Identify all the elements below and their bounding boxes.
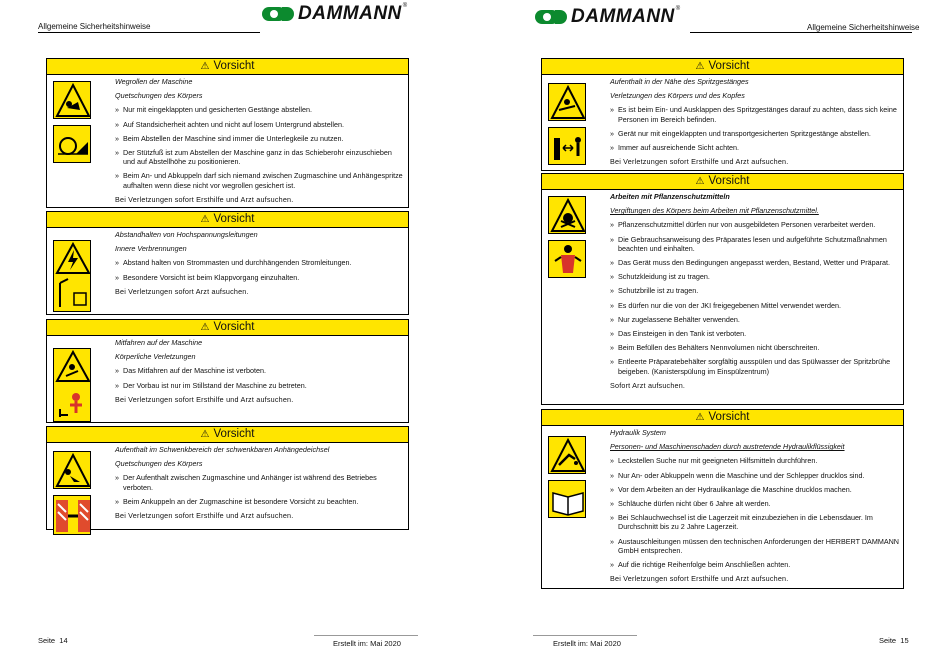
bullet-item: » Der Stützfuß ist zum Abstellen der Maschine ganz in das Schieberohr einzuschieben und auf Abstellhöhe zu positionieren. bbox=[115, 148, 404, 166]
bullet-item: » Bei Schlauchwechsel ist die Lagerzeit mit einzubeziehen in die Lebensdauer. Im Durchschnitt bis zu 2 Jahre Lagerzeit. bbox=[610, 513, 899, 531]
box-footer: Bei Verletzungen sofort Ersthilfe und Arzt aufsuchen. bbox=[115, 511, 294, 521]
fluid-injection-icon bbox=[548, 436, 586, 474]
toxic-hazard-icon bbox=[548, 196, 586, 234]
crush-hazard-icon bbox=[53, 81, 91, 119]
read-manual-icon bbox=[548, 480, 586, 518]
box-subtitle: Körperliche Verletzungen bbox=[115, 352, 196, 362]
wheel-chock-icon bbox=[53, 125, 91, 163]
box-subtitle: Verletzungen des Körpers und des Kopfes bbox=[610, 91, 745, 101]
caution-box-rolling bbox=[46, 58, 409, 208]
bullet-item: » Es dürfen nur die von der JKI freigegebenen Mittel verwendet werden. bbox=[610, 301, 899, 310]
footer-rule bbox=[533, 635, 637, 636]
footer-rule bbox=[314, 635, 418, 636]
caution-header: ⚠ Vorsicht bbox=[47, 59, 408, 75]
caution-header: ⚠ Vorsicht bbox=[47, 212, 408, 228]
crush-body-icon bbox=[53, 451, 91, 489]
box-subtitle: Personen- und Maschinenschaden durch austretende Hydraulikflüssigkeit bbox=[610, 442, 845, 452]
created-date: Erstellt im: Mai 2020 bbox=[333, 639, 401, 648]
keep-distance-icon bbox=[548, 127, 586, 165]
page-15 bbox=[475, 0, 950, 660]
bullet-item: » Auf Standsicherheit achten und nicht auf losem Untergrund abstellen. bbox=[115, 120, 404, 129]
logo-mark-icon bbox=[262, 7, 294, 21]
warning-triangle-icon: ⚠ bbox=[200, 429, 210, 440]
bullet-item: » Der Aufenthalt zwischen Zugmaschine und Anhänger ist während des Betriebes verboten. bbox=[115, 473, 404, 491]
caution-header: ⚠ Vorsicht bbox=[542, 174, 903, 190]
box-footer: Bei Verletzungen sofort Ersthilfe und Arzt aufsuchen. bbox=[115, 194, 294, 204]
header-rule bbox=[690, 32, 912, 33]
no-riding-icon bbox=[53, 348, 91, 422]
bullet-item: » Beim Abstellen der Maschine sind immer die Unterlegkeile zu nutzen. bbox=[115, 134, 404, 143]
bullet-item: » Der Vorbau ist nur im Stillstand der Maschine zu betreten. bbox=[115, 381, 404, 390]
bullet-item: » Gerät nur mit eingeklappten und transportgesicherten Spritzgestänge abstellen. bbox=[610, 129, 899, 138]
bullet-item: » Beim Ankuppeln an der Zugmaschine ist besondere Vorsicht zu beachten. bbox=[115, 497, 404, 506]
box-subtitle: Quetschungen des Körpers bbox=[115, 91, 203, 101]
warning-triangle-icon: ⚠ bbox=[695, 412, 705, 423]
protective-gear-icon bbox=[548, 240, 586, 278]
bullet-item: » Das Mitfahren auf der Maschine ist verboten. bbox=[115, 366, 404, 375]
caution-header: ⚠ Vorsicht bbox=[47, 320, 408, 336]
warning-triangle-icon: ⚠ bbox=[200, 322, 210, 333]
box-footer: Bei Verletzungen sofort Ersthilfe und Arzt aufsuchen. bbox=[610, 574, 789, 584]
warning-triangle-icon: ⚠ bbox=[695, 176, 705, 187]
caution-box-boom bbox=[541, 58, 904, 171]
box-title: Hydraulik System bbox=[610, 428, 666, 437]
box-footer: Bei Verletzungen sofort Arzt aufsuchen. bbox=[115, 286, 249, 296]
bullet-item: » Abstand halten von Strommasten und durchhängenden Stromleitungen. bbox=[115, 258, 404, 267]
caution-box-drawbar bbox=[46, 426, 409, 530]
bullet-item: » Beim An- und Abkuppeln darf sich niemand zwischen Zugmaschine und Anhängespritze aufhalten wenn diese nicht vor wegrollen gesichert ist. bbox=[115, 171, 404, 189]
box-subtitle: Quetschungen des Körpers bbox=[115, 459, 203, 469]
bullet-item: » Nur An- oder Abkuppeln wenn die Maschine und der Schlepper drucklos sind. bbox=[610, 471, 899, 480]
bullet-item: » Nur zugelassene Behälter verwenden. bbox=[610, 315, 899, 324]
box-subtitle: Vergiftungen des Körpers beim Arbeiten mit Pflanzenschutzmittel. bbox=[610, 206, 819, 216]
bullet-item: » Schutzbrille ist zu tragen. bbox=[610, 286, 899, 295]
box-title: Abstandhalten von Hochspannungsleitungen bbox=[115, 230, 258, 239]
header-title: Allgemeine Sicherheitshinweise bbox=[807, 23, 920, 32]
page-number-footer: Seite 15 bbox=[879, 636, 909, 645]
header-rule bbox=[38, 32, 260, 33]
bullet-item: » Schutzkleidung ist zu tragen. bbox=[610, 272, 899, 281]
bullet-item: » Austauschleitungen müssen den technischen Anforderungen der HERBERT DAMMANN GmbH entsprechen. bbox=[610, 537, 899, 555]
caution-header: ⚠ Vorsicht bbox=[542, 59, 903, 75]
dammann-logo bbox=[535, 6, 680, 28]
created-date: Erstellt im: Mai 2020 bbox=[553, 639, 621, 648]
bullet-item: » Schläuche dürfen nicht über 6 Jahre alt werden. bbox=[610, 499, 899, 508]
caution-box-highvoltage bbox=[46, 211, 409, 315]
box-footer: Sofort Arzt aufsuchen. bbox=[610, 380, 686, 390]
warning-triangle-icon: ⚠ bbox=[200, 61, 210, 72]
bullet-item: » Es ist beim Ein- und Ausklappen des Spritzgestänges darauf zu achten, dass sich keine Personen im Bereich befinden. bbox=[610, 105, 899, 123]
bullet-item: » Nur mit eingeklappten und gesicherten Gestänge abstellen. bbox=[115, 105, 404, 114]
box-footer: Bei Verletzungen sofort Ersthilfe und Arzt aufsuchen. bbox=[115, 394, 294, 404]
box-footer: Bei Verletzungen sofort Ersthilfe und Arzt aufsuchen. bbox=[610, 157, 789, 167]
box-title: Aufenthalt im Schwenkbereich der schwenkbaren Anhängedeichsel bbox=[115, 445, 330, 454]
bullet-item: » Vor dem Arbeiten an der Hydraulikanlage die Maschine drucklos machen. bbox=[610, 485, 899, 494]
bullet-item: » Das Gerät muss den Bedingungen angepasst werden, Bestand, Wetter und Präparat. bbox=[610, 258, 899, 267]
caution-header: ⚠ Vorsicht bbox=[47, 427, 408, 443]
warning-triangle-icon: ⚠ bbox=[200, 214, 210, 225]
warning-triangle-icon: ⚠ bbox=[695, 61, 705, 72]
header-title: Allgemeine Sicherheitshinweise bbox=[38, 22, 151, 31]
caution-box-hydraulics bbox=[541, 409, 904, 589]
bullet-item: » Die Gebrauchsanweisung des Präparates lesen und aufgeführte Schutzmaßnahmen beachten und einhalten. bbox=[610, 235, 899, 253]
logo-mark-icon bbox=[535, 10, 567, 24]
logo-text: DAMMANN bbox=[571, 6, 675, 27]
bullet-item: » Pflanzenschutzmittel dürfen nur von ausgebildeten Personen verarbeitet werden. bbox=[610, 220, 899, 229]
bullet-item: » Leckstellen Suche nur mit geeigneten Hilfsmitteln durchführen. bbox=[610, 456, 899, 465]
bullet-item: » Das Einsteigen in den Tank ist verboten. bbox=[610, 329, 899, 338]
boom-hazard-icon bbox=[548, 83, 586, 121]
logo-text: DAMMANN bbox=[298, 3, 402, 24]
box-subtitle: Innere Verbrennungen bbox=[115, 244, 187, 254]
box-title: Aufenthalt in der Nähe des Spritzgestänges bbox=[610, 77, 749, 86]
high-voltage-icon bbox=[53, 240, 91, 312]
bullet-item: » Entleerte Präparatebehälter sorgfältig ausspülen und das Spülwasser der Spritzbrühe beigeben. (Kanisterspülung im Einspülzentrum) bbox=[610, 357, 899, 375]
caution-header: ⚠ Vorsicht bbox=[542, 410, 903, 426]
bullet-item: » Auf die richtige Reihenfolge beim Anschließen achten. bbox=[610, 560, 899, 569]
box-title: Mitfahren auf der Maschine bbox=[115, 338, 203, 347]
drawbar-swing-icon bbox=[53, 495, 91, 535]
bullet-item: » Immer auf ausreichende Sicht achten. bbox=[610, 143, 899, 152]
logo-registered: ® bbox=[675, 6, 681, 12]
box-title: Arbeiten mit Pflanzenschutzmitteln bbox=[610, 192, 730, 201]
bullet-item: » Besondere Vorsicht ist beim Klappvorgang einzuhalten. bbox=[115, 273, 404, 282]
page-number-footer: Seite 14 bbox=[38, 636, 68, 645]
bullet-item: » Beim Befüllen des Behälters Nennvolumen nicht überschreiten. bbox=[610, 343, 899, 352]
caution-box-riding bbox=[46, 319, 409, 423]
logo-registered: ® bbox=[402, 3, 408, 9]
dammann-logo bbox=[262, 3, 407, 25]
caution-box-pesticides bbox=[541, 173, 904, 405]
box-title: Wegrollen der Maschine bbox=[115, 77, 193, 86]
